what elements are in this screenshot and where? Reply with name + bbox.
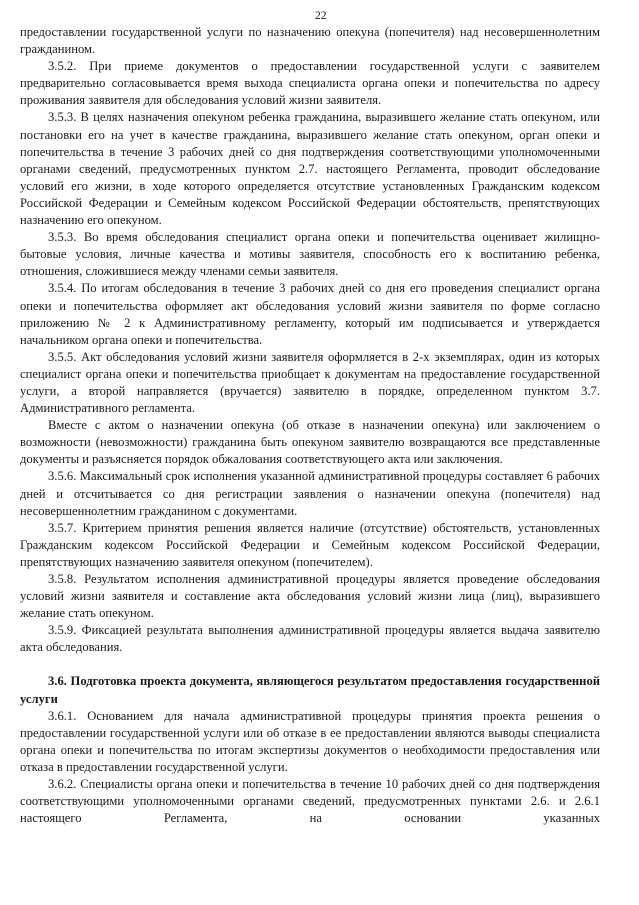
paragraph-documents-return: Вместе с актом о назначении опекуна (об отказе в назначении опекуна) или заключением о возможности (невозможности) гражданина быть опекуном заявителю возвращаются все представленные документы и разъясняется порядок обжалования соответствующего акта или заключения. <box>20 418 600 467</box>
document-body <box>20 24 600 827</box>
paragraph-3-5-2: 3.5.2. При приеме документов о предоставлении государственной услуги с заявителем предварительно согласовывается время выхода специалиста органа опеки и попечительства по адресу проживания заявителя для обследования условий жизни заявителя. <box>20 59 600 108</box>
paragraph-continuation: предоставлении государственной услуги по назначению опекуна (попечителя) над несовершеннолетним гражданином. <box>20 25 600 57</box>
paragraph-3-5-3: 3.5.3. В целях назначения опекуном ребенка гражданина, выразившего желание стать опекуном, или постановки его на учет в качестве гражданина, выразившего желание стать опекуном, орган опеки и попечительства в течение 3 рабочих дней со дня подтверждения соответствующими уполномоченными органами сведений, предусмотренных пунктом 2.7. настоящего Регламента, проводит обследование условий его жизни, в ходе которого определяется отсутствие установленных Гражданским кодексом Российской Федерации и Семейным кодексом Российской Федерации обстоятельств, препятствующих назначению его опекуном. <box>20 110 600 228</box>
paragraph-3-5-5: 3.5.5. Акт обследования условий жизни заявителя оформляется в 2-х экземплярах, один из которых специалист органа опеки и попечительства приобщает к документам на предоставление государственной услуги, а второй направляется (вручается) заявителю в порядке, определенном пунктом 3.7. Административного регламента. <box>20 349 600 416</box>
paragraph-3-5-6: 3.5.6. Максимальный срок исполнения указанной административной процедуры составляет 6 рабочих дней и отсчитывается со дня регистрации заявления о назначении опекуна (попечителя) над несовершеннолетним гражданином с документами. <box>20 469 600 518</box>
page-number-text: 22 <box>315 10 327 22</box>
paragraph-3-6-2: 3.6.2. Специалисты органа опеки и попечительства в течение 10 рабочих дней со дня подтверждения соответствующими уполномоченными органами сведений, предусмотренных пунктами 2.6. и 2.6.1 настоящего Регламента, на основании указанных <box>20 777 600 826</box>
paragraph-3-5-7: 3.5.7. Критерием принятия решения является наличие (отсутствие) обстоятельств, установленных Гражданским кодексом Российской Федерации и Семейным кодексом Российской Федерации, препятствующих назначению заявителя опекуном (попечителем). <box>20 520 600 569</box>
paragraph-3-5-8: 3.5.8. Результатом исполнения административной процедуры является проведение обследования условий жизни заявителя и составление акта обследования условий жизни лица (лиц), выразившего желание стать опекуном. <box>20 572 600 621</box>
paragraph-3-5-9: 3.5.9. Фиксацией результата выполнения административной процедуры является выдача заявителю акта обследования. <box>20 623 600 655</box>
section-spacer <box>20 656 600 673</box>
paragraph-3-5-3-inspection: 3.5.3. Во время обследования специалист органа опеки и попечительства оценивает жилищно-бытовые условия, личные качества и мотивы заявителя, способность его к воспитанию ребенка, отношения, сложившиеся между членами семьи заявителя. <box>20 230 600 279</box>
paragraph-3-6-1: 3.6.1. Основанием для начала административной процедуры принятия проекта решения о предоставлении государственной услуги или об отказе в ее предоставлении являются выводы специалиста органа опеки и попечительства по итогам экспертизы документов о необходимости предоставления или отказа в предоставлении государственной услуги. <box>20 708 600 774</box>
section-heading-3-6: 3.6. Подготовка проекта документа, являющегося результатом предоставления государственной услуги <box>20 674 600 706</box>
paragraph-3-5-4: 3.5.4. По итогам обследования в течение 3 рабочих дней со дня его проведения специалист органа опеки и попечительства оформляет акт обследования условий жизни заявителя по форме согласно приложению № 2 к Административному регламенту, который им подписывается и утверждается начальником органа опеки и попечительства. <box>20 281 600 347</box>
